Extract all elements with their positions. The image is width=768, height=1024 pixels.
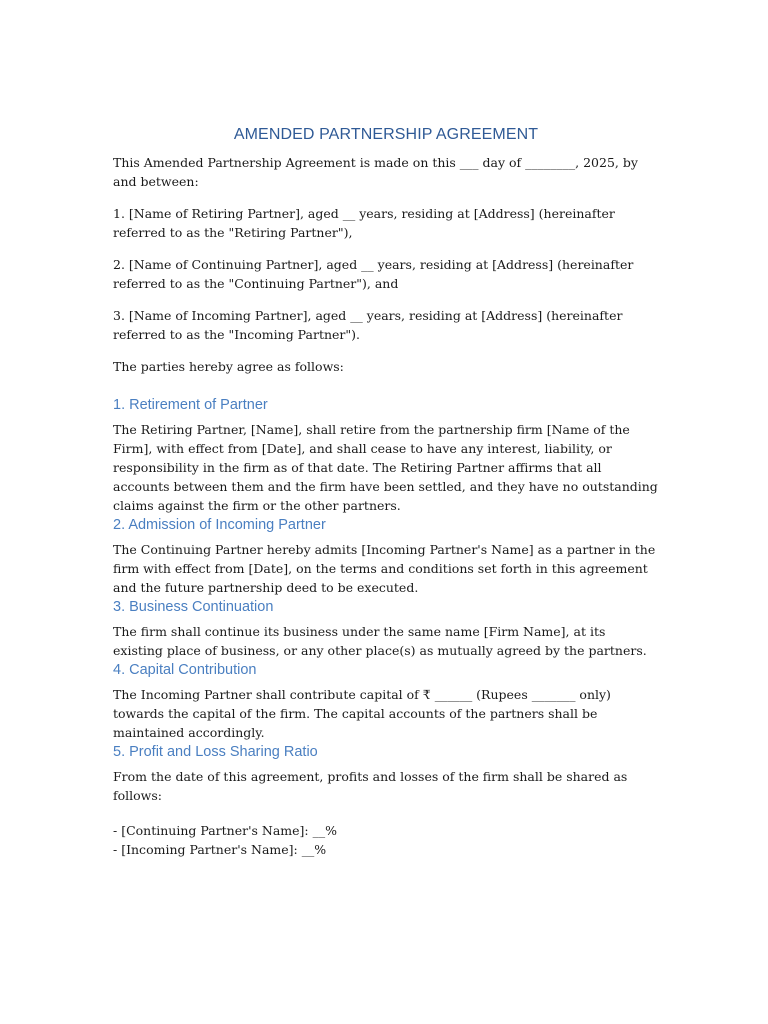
section-capital <box>113 660 659 742</box>
agreement-statement: The parties hereby agree as follows: <box>113 359 344 374</box>
party-retiring: 1. [Name of Retiring Partner], aged __ years, residing at [Address] (hereinafter referred to as the "Retiring Partner"), <box>113 206 615 240</box>
section-body: The firm shall continue its business under the same name [Firm Name], at its existing place of business, or any other place(s) as mutually agreed by the partners. <box>113 624 647 658</box>
section-body: The Incoming Partner shall contribute capital of ₹ ______ (Rupees _______ only) towards the capital of the firm. The capital accounts of the partners shall be maintained accordingly. <box>113 687 611 740</box>
section-heading: 2. Admission of Incoming Partner <box>113 517 326 533</box>
section-heading: 4. Capital Contribution <box>113 662 257 678</box>
section-heading: 3. Business Continuation <box>113 599 274 615</box>
section-retirement <box>113 395 659 515</box>
section-admission <box>113 515 659 597</box>
party-incoming: 3. [Name of Incoming Partner], aged __ years, residing at [Address] (hereinafter referred to as the "Incoming Partner"). <box>113 308 623 342</box>
list-item: - [Continuing Partner's Name]: __% <box>113 823 337 838</box>
party-continuing: 2. [Name of Continuing Partner], aged __ years, residing at [Address] (hereinafter referred to as the "Continuing Partner"), and <box>113 257 634 291</box>
sharing-list <box>113 821 659 859</box>
document-page <box>113 122 659 859</box>
document-title: AMENDED PARTNERSHIP AGREEMENT <box>233 126 539 143</box>
section-profit-sharing <box>113 742 659 859</box>
section-body: The Continuing Partner hereby admits [Incoming Partner's Name] as a partner in the firm with effect from [Date], on the terms and conditions set forth in this agreement and the future partnership deed to be executed. <box>113 542 656 595</box>
intro-paragraph: This Amended Partnership Agreement is made on this ___ day of ________, 2025, by and between: <box>113 155 638 189</box>
section-body: From the date of this agreement, profits and losses of the firm shall be shared as follows: <box>113 769 628 803</box>
section-heading: 1. Retirement of Partner <box>113 397 268 413</box>
section-body: The Retiring Partner, [Name], shall retire from the partnership firm [Name of the Firm], with effect from [Date], and shall cease to have any interest, liability, or responsibility in the firm as of that date. The Retiring Partner affirms that all accounts between them and the firm have been settled, and they have no outstanding claims against the firm or the other partners. <box>113 422 658 513</box>
list-item: - [Incoming Partner's Name]: __% <box>113 842 327 857</box>
section-continuation <box>113 597 659 660</box>
section-heading: 5. Profit and Loss Sharing Ratio <box>113 744 318 760</box>
sections <box>113 395 659 859</box>
